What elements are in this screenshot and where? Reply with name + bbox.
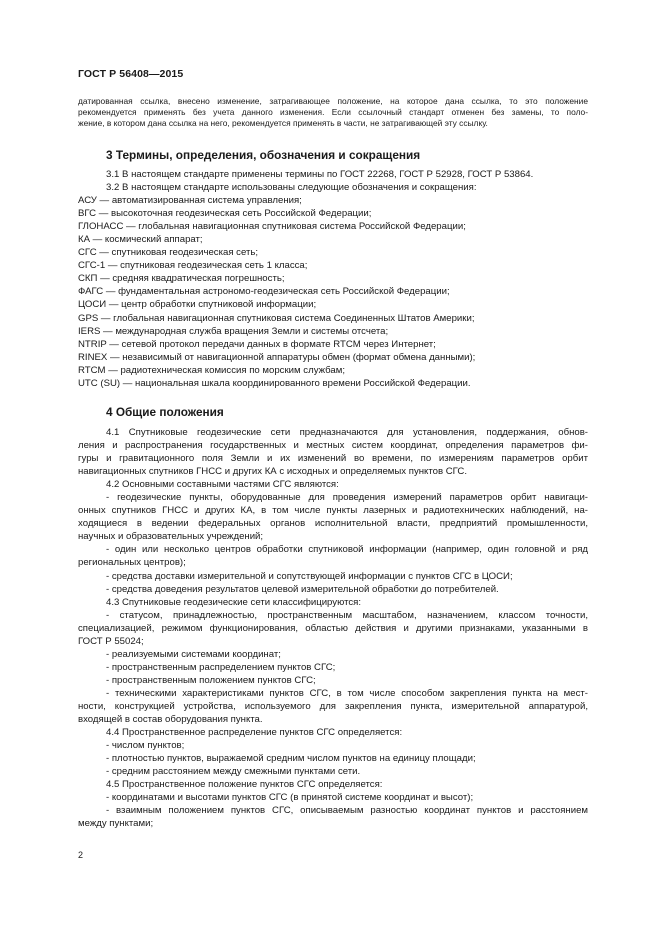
list-item-line: региональных центров); <box>78 557 186 569</box>
clause-4-1-line: навигационных спутников ГНСС и других КА с исходных и определяемых пунктов СГС. <box>78 466 468 478</box>
abbreviation-item: СГС-1 — спутниковая геодезическая сеть 1 класса; <box>78 260 308 272</box>
list-item-line: - взаимным положением пунктов СГС, описываемым разностью координат пунктов и расстоянием <box>106 805 588 817</box>
list-item-line: онных спутников ГНСС и других КА, в том числе пункты лазерных и радиотехнических наблюдений, на- <box>78 505 588 517</box>
list-item: - плотностью пунктов, выражаемой средним числом пунктов на единицу площади; <box>106 753 476 765</box>
list-item: - координатами и высотами пунктов СГС (в принятой системе координат и высот); <box>106 792 474 804</box>
abbreviation-item: ФАГС — фундаментальная астрономо-геодезическая сеть Российской Федерации; <box>78 286 450 298</box>
abbreviation-item: RTCM — радиотехническая комиссия по морским службам; <box>78 364 345 376</box>
list-item: - реализуемыми системами координат; <box>106 648 281 660</box>
abbreviation-item: GPS — глобальная навигационная спутниковая система Соединенных Штатов Америки; <box>78 312 475 324</box>
list-item-line: специализацией, режимом функционирования, областью действия и другими признаками, указанными в <box>78 622 588 634</box>
abbreviation-item: ВГС — высокоточная геодезическая сеть Российской Федерации; <box>78 208 372 220</box>
list-item-line: ходящиеся в ведении федеральных органов исполнительной власти, предприятий промышленности, <box>78 518 588 530</box>
clause-4-5: 4.5 Пространственное положение пунктов СГС определяется: <box>106 779 383 791</box>
intro-paragraph <box>78 96 588 130</box>
list-item: - числом пунктов; <box>106 740 185 752</box>
list-item-line: ности, конструкцией устройства, используемого для закрепления пункта, измерительной аппаратурой, <box>78 700 588 712</box>
list-item: - пространственным распределением пунктов СГС; <box>106 661 336 673</box>
list-item-line: между пунктами; <box>78 818 154 830</box>
list-item-line: научных и образовательных учреждений; <box>78 531 264 543</box>
clause-4-1-line: ления и распространения государственных и местных систем координат, определения параметров фи- <box>78 440 588 452</box>
clause-4-1-line: гуры и гравитационного поля Земли и их изменений во времени, по измерениям параметров орбит <box>78 453 588 465</box>
abbreviation-item: UTC (SU) — национальная шкала координированного времени Российской Федерации. <box>78 377 471 389</box>
abbreviation-item: RINEX — независимый от навигационной аппаратуры обмен (формат обмена данными); <box>78 351 476 363</box>
clause-3-2: 3.2 В настоящем стандарте использованы следующие обозначения и сокращения: <box>106 182 477 194</box>
section-3 <box>78 148 588 390</box>
clause-3-1: 3.1 В настоящем стандарте применены термины по ГОСТ 22268, ГОСТ Р 52928, ГОСТ Р 53864. <box>106 169 534 180</box>
document-header: ГОСТ Р 56408—2015 <box>78 68 184 80</box>
page-number: 2 <box>78 850 84 860</box>
list-item-line: - один или несколько центров обработки спутниковой информации (например, один головной и ряд <box>106 544 588 556</box>
abbreviation-item: АСУ — автоматизированная система управления; <box>78 195 302 207</box>
abbreviation-item: СКП — средняя квадратическая погрешность; <box>78 273 285 285</box>
clause-4-1-line: 4.1 Спутниковые геодезические сети предназначаются для установления, поддержания, обнов- <box>106 427 588 438</box>
intro-line: рекомендуется применять без учета данного изменения. Если ссылочный стандарт отменен без замены, то поло- <box>78 107 588 118</box>
list-item: - средним расстоянием между смежными пунктами сети. <box>106 766 361 778</box>
abbreviation-item: IERS — международная служба вращения Земли и системы отсчета; <box>78 325 389 337</box>
abbreviation-item: ГЛОНАСС — глобальная навигационная спутниковая система Российской Федерации; <box>78 221 466 233</box>
abbreviation-list <box>78 194 588 390</box>
list-item-line: - геодезические пункты, оборудованные для проведения измерений параметров орбит навигаци- <box>106 492 588 504</box>
list-item-line: входящей в состав оборудования пункта. <box>78 714 263 726</box>
abbreviation-item: СГС — спутниковая геодезическая сеть; <box>78 247 259 259</box>
abbreviation-item: ЦОСИ — центр обработки спутниковой информации; <box>78 299 317 311</box>
intro-line: датированная ссылка, внесено изменение, затрагивающее положение, на которое дана ссылка, то это положение <box>78 96 588 106</box>
clause-4-3: 4.3 Спутниковые геодезические сети классифицируются: <box>106 596 362 608</box>
intro-line: жение, в котором дана ссылка на него, рекомендуется применять в части, не затрагивающей эту ссылку. <box>78 118 488 129</box>
list-item: - средства доставки измерительной и сопутствующей информации с пунктов СГС в ЦОСИ; <box>106 570 513 582</box>
list-item-line: - техническими характеристиками пунктов СГС, в том числе способом закрепления пункта на мест- <box>106 687 588 699</box>
abbreviation-item: КА — космический аппарат; <box>78 234 203 246</box>
list-item-line: ГОСТ Р 55024; <box>78 635 144 647</box>
section-4 <box>78 405 588 830</box>
clause-4-2: 4.2 Основными составными частями СГС являются: <box>106 479 339 491</box>
list-item: - средства доведения результатов целевой измерительной обработки до потребителей. <box>106 583 499 595</box>
list-item: - пространственным положением пунктов СГС; <box>106 674 316 686</box>
section-4-title: 4 Общие положения <box>106 405 224 419</box>
section-3-title: 3 Термины, определения, обозначения и сокращения <box>106 148 421 162</box>
list-item-line: - статусом, принадлежностью, пространственным масштабом, назначением, классом точности, <box>106 609 588 621</box>
clause-4-4: 4.4 Пространственное распределение пунктов СГС определяется: <box>106 727 403 739</box>
abbreviation-item: NTRIP — сетевой протокол передачи данных в формате RTCM через Интернет; <box>78 338 436 350</box>
